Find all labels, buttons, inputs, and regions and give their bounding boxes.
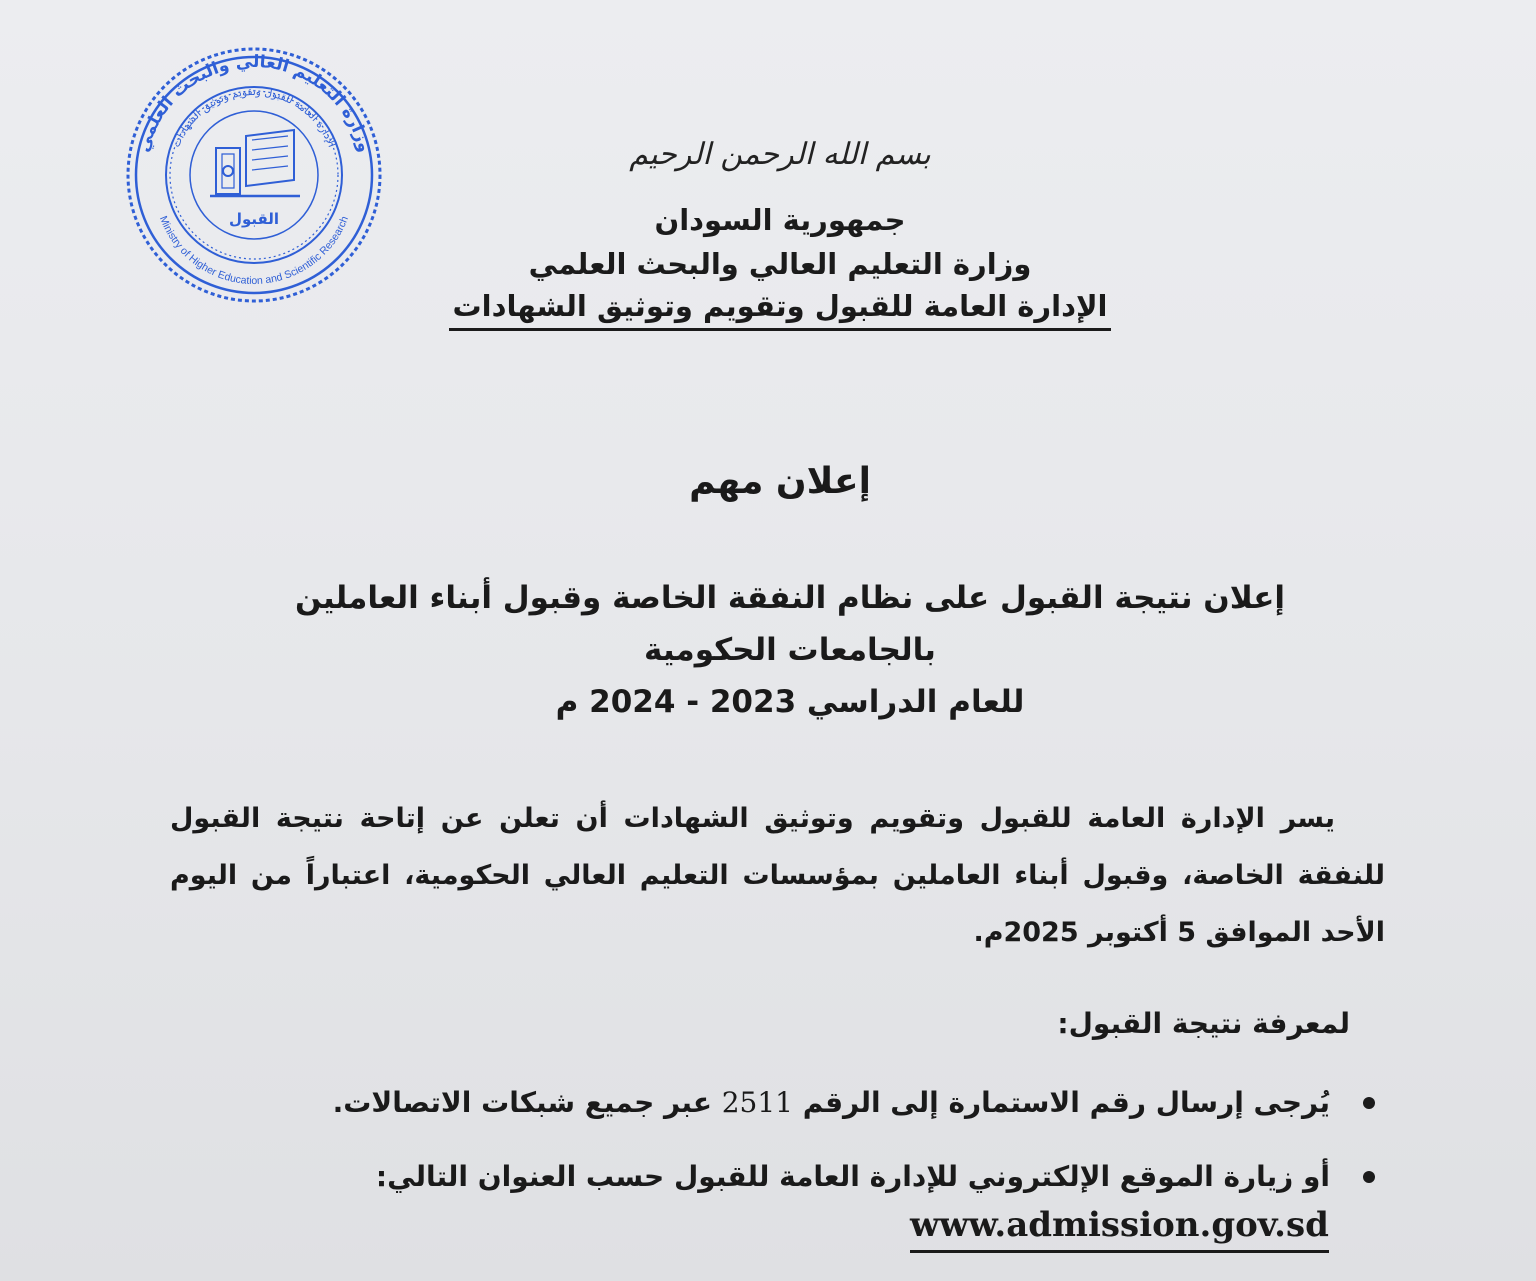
announcement-body: يسر الإدارة العامة للقبول وتقويم وتوثيق الشهادات أن تعلن عن إتاحة نتيجة القبول للنفقة الخاصة، وقبول أبناء العاملين بمؤسسات التعليم العالي الحكومية، اعتباراً من اليوم الأحد الموافق 5 أكتوبر 2025م. bbox=[170, 803, 1385, 948]
country-name: جمهورية السودان bbox=[654, 203, 906, 237]
admission-website-link[interactable]: www.admission.gov.sd bbox=[910, 1200, 1329, 1253]
subtitle-line-3: للعام الدراسي 2023 - 2024 م bbox=[555, 684, 1025, 720]
ministry-name: وزارة التعليم العالي والبحث العلمي bbox=[528, 247, 1032, 281]
list-item bbox=[170, 1078, 1385, 1128]
announcement-title: إعلان مهم bbox=[689, 461, 871, 502]
sms-instruction-suffix: عبر جميع شبكات الاتصالات. bbox=[332, 1086, 712, 1119]
website-instruction-text: أو زيارة الموقع الإلكتروني للإدارة العامة للقبول حسب العنوان التالي: bbox=[375, 1160, 1330, 1193]
subtitle-line-2: بالجامعات الحكومية bbox=[644, 632, 936, 668]
result-lead: لمعرفة نتيجة القبول: bbox=[1057, 1007, 1350, 1040]
seal-graphic bbox=[118, 44, 390, 306]
announcement-subtitle bbox=[260, 572, 1320, 728]
sms-number: 2511 bbox=[721, 1086, 793, 1119]
svg-text:القبول: القبول bbox=[228, 210, 280, 228]
basmala: بسم الله الرحمن الرحيم bbox=[629, 137, 931, 172]
list-item bbox=[170, 1152, 1385, 1202]
svg-text:Ministry of Higher Education a: Ministry of Higher Education and Scientific Research bbox=[157, 214, 351, 287]
bullet-icon bbox=[1363, 1097, 1375, 1109]
letterhead bbox=[420, 120, 1140, 331]
sms-instruction-text: يُرجى إرسال رقم الاستمارة إلى الرقم bbox=[802, 1086, 1330, 1119]
subtitle-line-1: إعلان نتيجة القبول على نظام النفقة الخاصة وقبول أبناء العاملين bbox=[294, 580, 1286, 616]
department-name: الإدارة العامة للقبول وتقويم وتوثيق الشهادات bbox=[449, 286, 1112, 331]
svg-text:الإدارة العامة للقبول وتقويم و: الإدارة العامة للقبول وتقويم وتوثيق الشهادات bbox=[170, 85, 338, 150]
svg-text:وزارة التعليم العالي والبحث ال: وزارة التعليم العالي والبحث العلمي bbox=[133, 51, 375, 155]
bullet-icon bbox=[1363, 1171, 1375, 1183]
ministry-seal bbox=[118, 44, 390, 306]
